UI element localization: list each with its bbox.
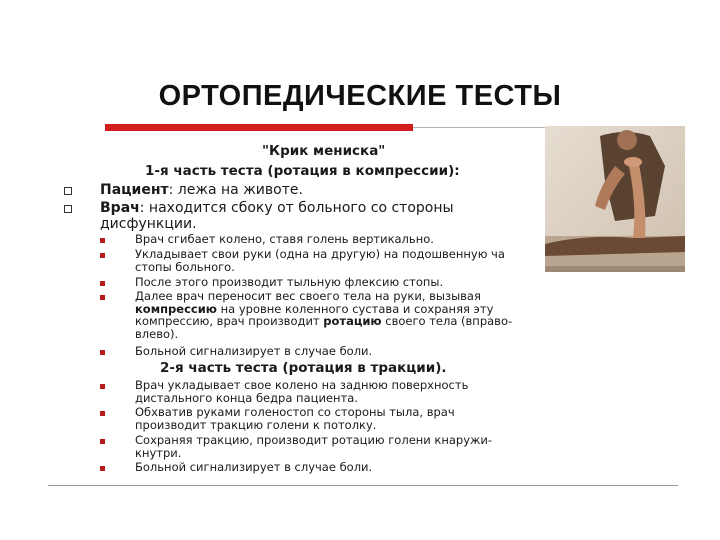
list-item (135, 248, 555, 273)
item-line: Больной сигнализирует в случае боли. (135, 344, 373, 358)
item-line: влево). (135, 326, 179, 341)
item-line: Укладывает свои руки (одна на другую) на подошвенную ча (135, 247, 505, 261)
list-item (135, 406, 555, 431)
bottom-rule (48, 485, 678, 486)
list-item (135, 276, 555, 289)
doctor-text: : находится сбоку от больного со стороны (139, 200, 454, 216)
item-text: своего тела (вправо- (381, 314, 513, 328)
list-item (135, 345, 555, 358)
item-line: Обхватив руками голеностоп со стороны тыла, врач (135, 405, 455, 419)
item-line (135, 315, 555, 328)
item-line: дистального конца бедра пациента. (135, 390, 358, 405)
item-line: Врач укладывает свое колено на заднюю поверхность (135, 378, 469, 392)
patient-label: Пациент (100, 182, 169, 198)
title-accent-bar (105, 124, 413, 131)
patient-text: : лежа на животе. (168, 182, 303, 198)
item-line: Врач сгибает колено, ставя голень вертикально. (135, 232, 434, 246)
square-bullet-icon (64, 187, 72, 195)
doctor-label: Врач (100, 200, 140, 216)
list-item (135, 434, 555, 459)
list-item (135, 290, 555, 340)
item-line: стопы больного. (135, 259, 235, 274)
bullet-icon (100, 384, 105, 389)
bullet-icon (100, 350, 105, 355)
bullet-icon (100, 281, 105, 286)
bullet-icon (100, 295, 105, 300)
part1-heading: 1-я часть теста (ротация в компрессии): (145, 163, 460, 179)
doctor-text-continuation: дисфункции. (100, 216, 197, 232)
item-line: Далее врач переносит вес своего тела на руки, вызывая (135, 289, 481, 303)
item-bold: ротацию (323, 314, 382, 328)
item-line: После этого производит тыльную флексию стопы. (135, 275, 444, 289)
list-item (135, 233, 555, 246)
list-item (135, 379, 555, 404)
part2-heading: 2-я часть теста (ротация в тракции). (160, 360, 447, 376)
bullet-icon (100, 411, 105, 416)
list-item (135, 461, 555, 474)
item-line: Больной сигнализирует в случае боли. (135, 460, 373, 474)
bullet-icon (100, 466, 105, 471)
bullet-icon (100, 253, 105, 258)
bullet-icon (100, 439, 105, 444)
item-line: Сохраняя тракцию, производит ротацию голени кнаружи- (135, 433, 493, 447)
slide-title: ОРТОПЕДИЧЕСКИЕ ТЕСТЫ (158, 80, 562, 112)
photo-illustration (545, 126, 685, 272)
item-line: кнутри. (135, 445, 182, 460)
item-line: производит тракцию голени к потолку. (135, 417, 377, 432)
doctor-line (100, 200, 454, 216)
patient-line (100, 182, 303, 198)
item-text: компрессию, врач производит (135, 314, 324, 328)
item-text: на уровне коленного сустава и сохраняя эту (216, 301, 494, 316)
square-bullet-icon (64, 205, 72, 213)
bullet-icon (100, 238, 105, 243)
item-bold: компрессию (135, 301, 217, 316)
test-subtitle: "Крик мениска" (262, 143, 386, 159)
